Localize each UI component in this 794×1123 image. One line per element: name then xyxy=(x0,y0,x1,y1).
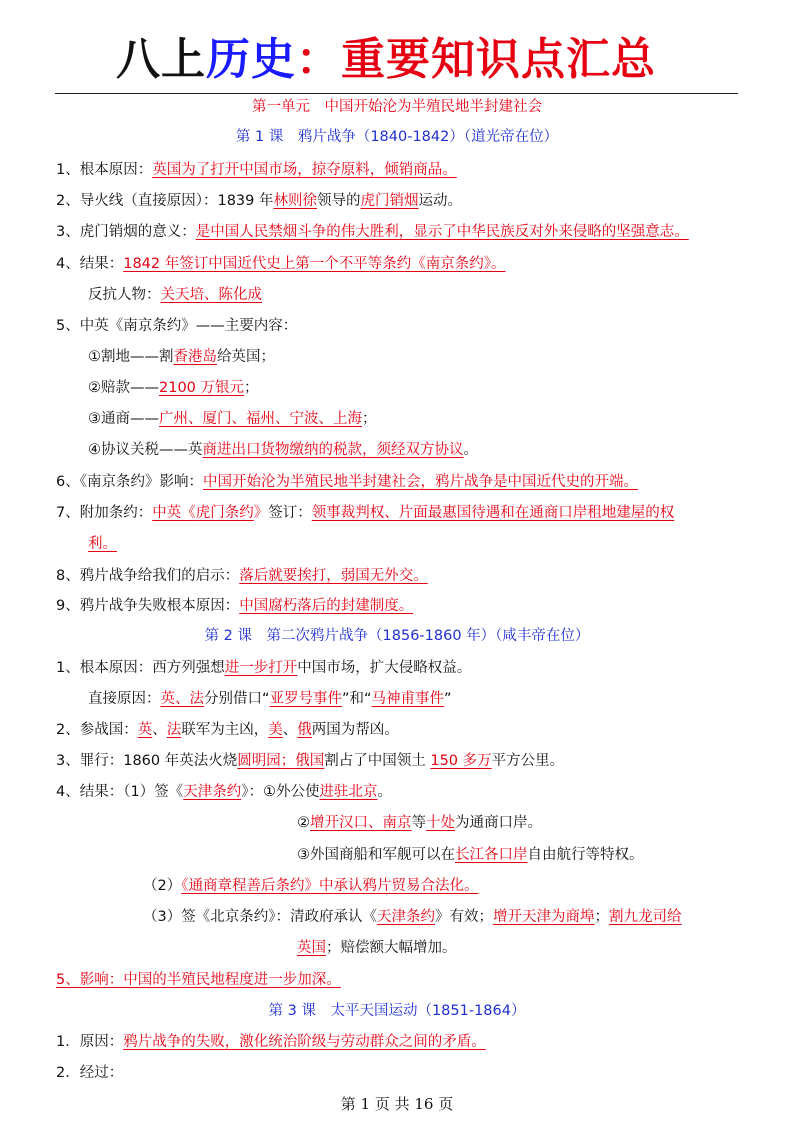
l2-item-4: 4、结果：（1）签《天津条约》：①外公使进驻北京。 xyxy=(56,784,392,800)
l2-item-2: 2、参战国：英、法联军为主凶，美、俄两国为帮凶。 xyxy=(56,722,399,738)
l2-item-4-e-cont: 英国；赔偿额大幅增加。 xyxy=(297,940,457,956)
l3-item-2: 2．经过： xyxy=(56,1065,124,1081)
l1-item-7: 7、附加条约：中英《虎门条约》签订：领事裁判权、片面最惠国待遇和在通商口岸租地建屋的权 xyxy=(56,505,675,521)
l2-item-1-direct: 直接原因：英、法分别借口“亚罗号事件”和“马神甫事件” xyxy=(88,691,452,707)
l2-item-4-b: ②增开汉口、南京等十处为通商口岸。 xyxy=(297,815,542,831)
l2-item-5: 5、影响：中国的半殖民地程度进一步加深。 xyxy=(56,972,341,988)
title-part-3: ：重要知识点汇总 xyxy=(296,34,656,85)
l1-item-5b: ②赔款——2100 万银元； xyxy=(88,380,259,396)
l3-item-1: 1．原因：鸦片战争的失败，激化统治阶级与劳动群众之间的矛盾。 xyxy=(56,1034,486,1050)
lesson-2-heading: 第 2 课 第二次鸦片战争（1856-1860 年）（咸丰帝在位） xyxy=(204,628,590,644)
lesson-3-heading: 第 3 课 太平天国运动（1851-1864） xyxy=(268,1003,526,1019)
l1-item-1: 1、根本原因：英国为了打开中国市场，掠夺原料，倾销商品。 xyxy=(56,162,457,178)
l2-item-4-c: ③外国商船和军舰可以在长江各口岸自由航行等特权。 xyxy=(297,847,644,863)
l1-item-4: 4、结果：1842 年签订中国近代史上第一个不平等条约《南京条约》。 xyxy=(56,256,506,272)
l1-item-9: 9、鸦片战争失败根本原因：中国腐朽落后的封建制度。 xyxy=(56,598,414,614)
l1-item-5: 5、中英《南京条约》——主要内容： xyxy=(56,318,298,334)
title-part-2: 历史 xyxy=(206,34,296,85)
l2-item-4-e: （3）签《北京条约》：清政府承认《天津条约》有效；增开天津为商埠；割九龙司给 xyxy=(143,909,682,925)
unit-heading: 第一单元 中国开始沦为半殖民地半封建社会 xyxy=(252,99,542,115)
l1-item-5d: ④协议关税——英商进出口货物缴纳的税款，须经双方协议。 xyxy=(88,442,478,458)
l2-item-1: 1、根本原因：西方列强想进一步打开中国市场，扩大侵略权益。 xyxy=(56,660,472,676)
page-number: 第 1 页 共 16 页 xyxy=(340,1095,454,1113)
l1-item-6: 6、《南京条约》影响：中国开始沦为半殖民地半封建社会，鸦片战争是中国近代史的开端。 xyxy=(56,474,638,490)
l2-item-4-d: （2）《通商章程善后条约》中承认鸦片贸易合法化。 xyxy=(143,878,479,894)
l1-item-8: 8、鸦片战争给我们的启示：落后就要挨打，弱国无外交。 xyxy=(56,568,428,584)
title-part-1: 八上 xyxy=(116,34,206,85)
l2-item-3: 3、罪行：1860 年英法火烧圆明园；俄国割占了中国领土 150 多万平方公里。 xyxy=(56,753,565,769)
l1-item-5a: ①割地——割香港岛给英国； xyxy=(88,349,275,365)
l1-item-2: 2、导火线（直接原因）：1839 年林则徐领导的虎门销烟运动。 xyxy=(56,193,462,209)
l1-item-3: 3、虎门销烟的意义：是中国人民禁烟斗争的伟大胜利，显示了中华民族反对外来侵略的坚强意志。 xyxy=(56,224,689,240)
page-title xyxy=(116,30,656,90)
l1-item-7-cont: 利。 xyxy=(88,536,117,552)
l1-item-5c: ③通商——广州、厦门、福州、宁波、上海； xyxy=(88,411,377,427)
lesson-1-heading: 第 1 课 鸦片战争（1840-1842）（道光帝在位） xyxy=(235,129,559,145)
l1-item-4-resisters: 反抗人物：关天培、陈化成 xyxy=(88,287,262,303)
